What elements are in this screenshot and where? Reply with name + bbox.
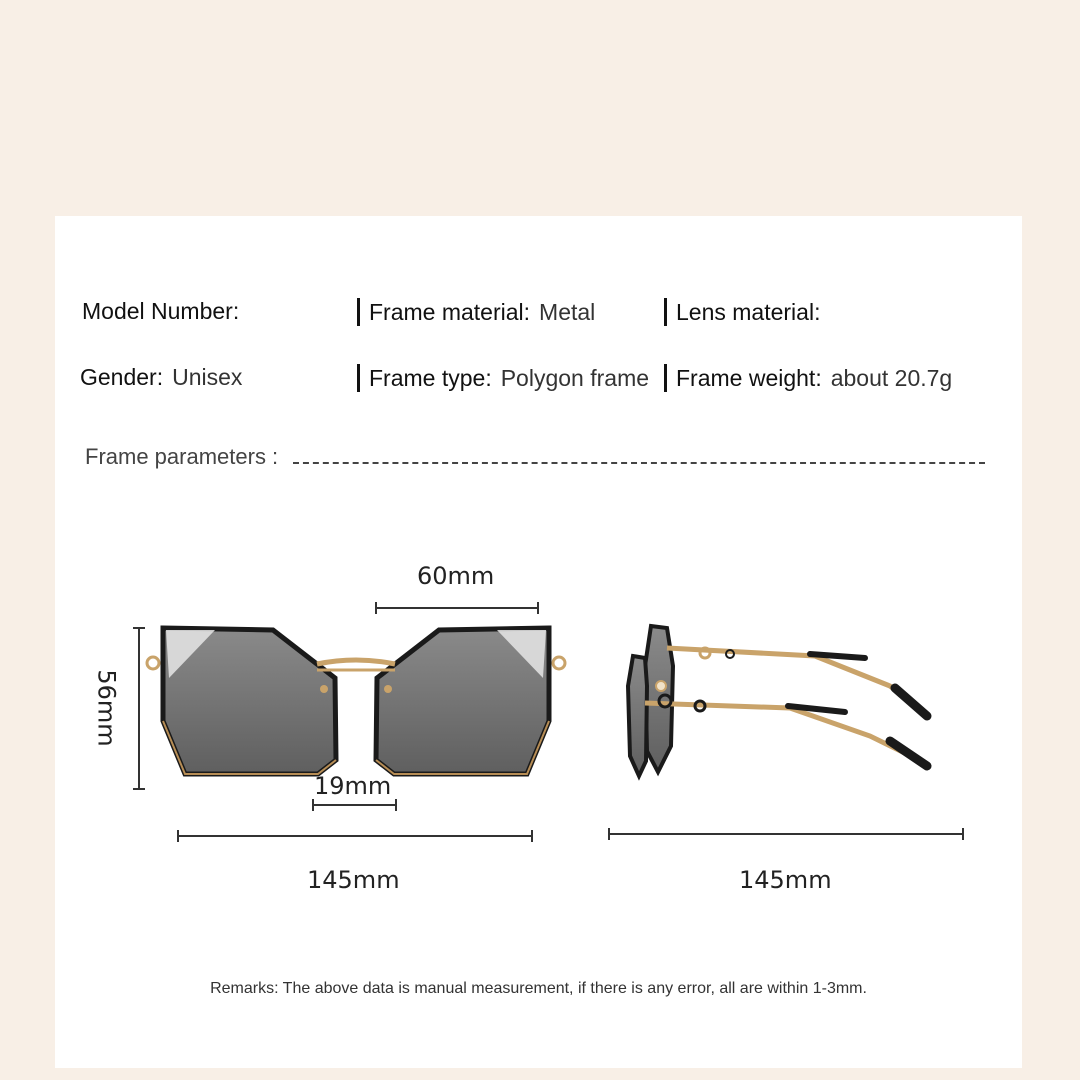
model-number-label: Model Number: xyxy=(82,298,240,324)
frame-material-value: Metal xyxy=(539,298,596,325)
gender-label: Gender: xyxy=(80,364,164,390)
lens-height-label: 56mm xyxy=(92,669,121,747)
front-right-lens xyxy=(376,628,549,774)
product-spec-card xyxy=(55,216,1022,1068)
frame-type-label: Frame type: xyxy=(369,364,492,391)
glasses-illustration xyxy=(55,216,1022,1068)
frame-weight-label: Frame weight: xyxy=(676,364,822,391)
side-view-glasses xyxy=(628,626,927,776)
frame-parameters-heading: Frame parameters : xyxy=(85,444,279,469)
remarks-note: Remarks: The above data is manual measurement, if there is any error, all are within 1-3mm. xyxy=(210,980,867,997)
frame-material-label: Frame material: xyxy=(369,298,531,325)
frame-width-label: 145mm xyxy=(307,866,400,894)
bridge-width-label: 19mm xyxy=(314,772,392,800)
front-left-lens xyxy=(163,628,336,774)
frame-type-value: Polygon frame xyxy=(500,364,650,391)
frame-weight-value: about 20.7g xyxy=(830,364,953,391)
lens-material-label: Lens material: xyxy=(676,298,821,325)
gender-value: Unisex xyxy=(172,364,243,390)
lens-width-label: 60mm xyxy=(417,562,495,590)
temple-length-label: 145mm xyxy=(739,866,832,894)
